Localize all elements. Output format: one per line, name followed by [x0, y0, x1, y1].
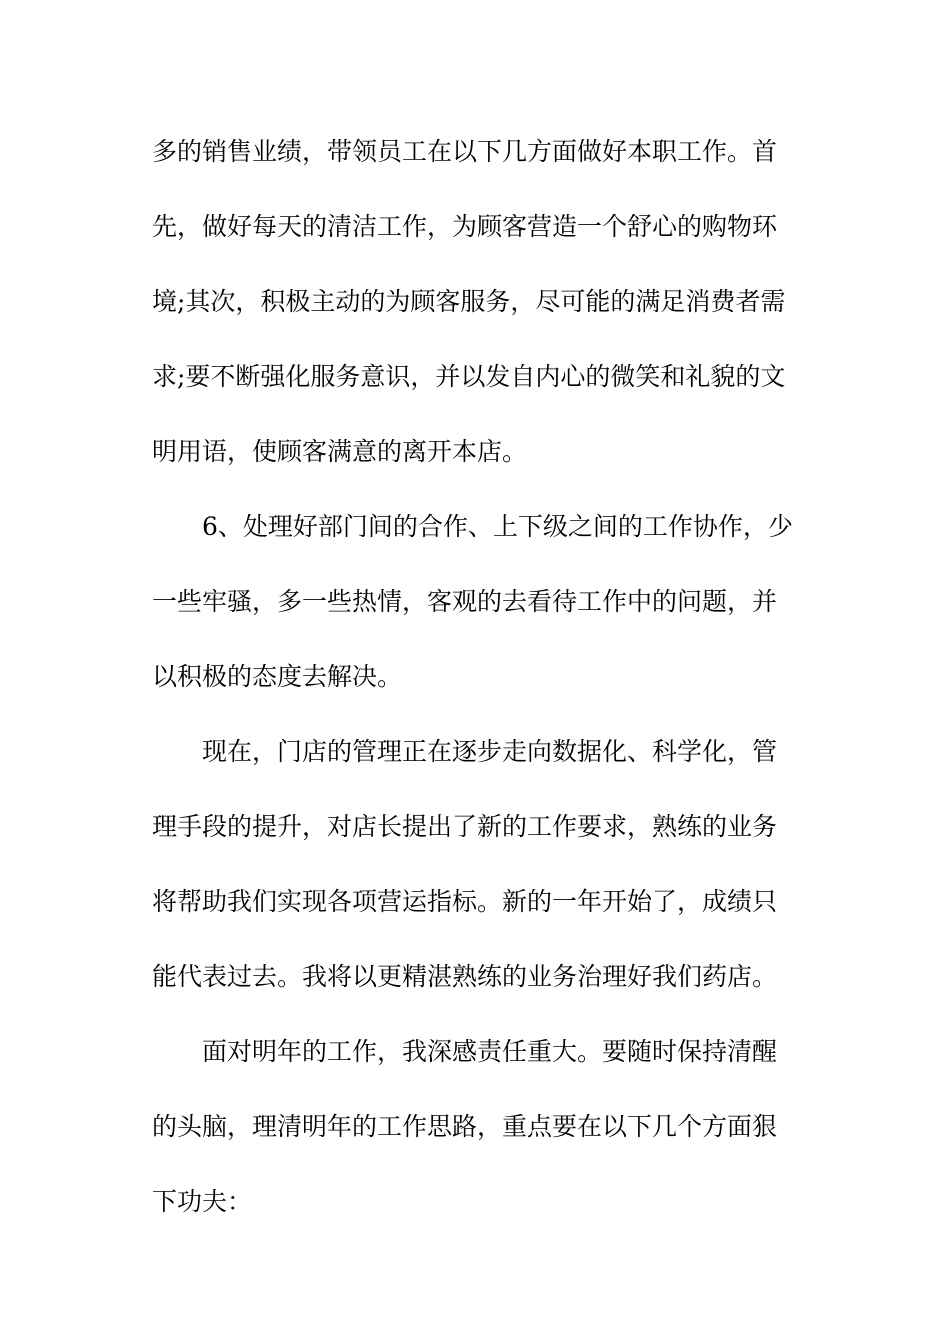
- text-line: 多的销售业绩，带领员工在以下几方面做好本职工作。首: [152, 137, 778, 166]
- text-line: 求;要不断强化服务意识，并以发自内心的微笑和礼貌的文: [152, 362, 786, 391]
- text-line: 将帮助我们实现各项营运指标。新的一年开始了，成绩只: [152, 887, 778, 916]
- paragraph-first-line: 面对明年的工作，我深感责任重大。要随时保持清醒: [202, 1037, 778, 1066]
- text-line: 境;其次，积极主动的为顾客服务，尽可能的满足消费者需: [152, 287, 786, 316]
- text-line: 明用语，使顾客满意的离开本店。: [152, 437, 528, 466]
- text-line: 一些牢骚，多一些热情，客观的去看待工作中的问题，并: [152, 587, 778, 616]
- text-line: 能代表过去。我将以更精湛熟练的业务治理好我们药店。: [152, 962, 778, 991]
- text-line: 下功夫：: [152, 1187, 253, 1216]
- text-line: 先，做好每天的清洁工作，为顾客营造一个舒心的购物环: [152, 212, 778, 241]
- paragraph-first-line: 现在，门店的管理正在逐步走向数据化、科学化，管: [202, 737, 778, 766]
- text-line: 理手段的提升，对店长提出了新的工作要求，熟练的业务: [152, 812, 778, 841]
- text-line: 以积极的态度去解决。: [152, 662, 403, 691]
- text-line: 的头脑，理清明年的工作思路，重点要在以下几个方面狠: [152, 1112, 778, 1141]
- paragraph-first-line: 6、处理好部门间的合作、上下级之间的工作协作，少: [202, 512, 793, 541]
